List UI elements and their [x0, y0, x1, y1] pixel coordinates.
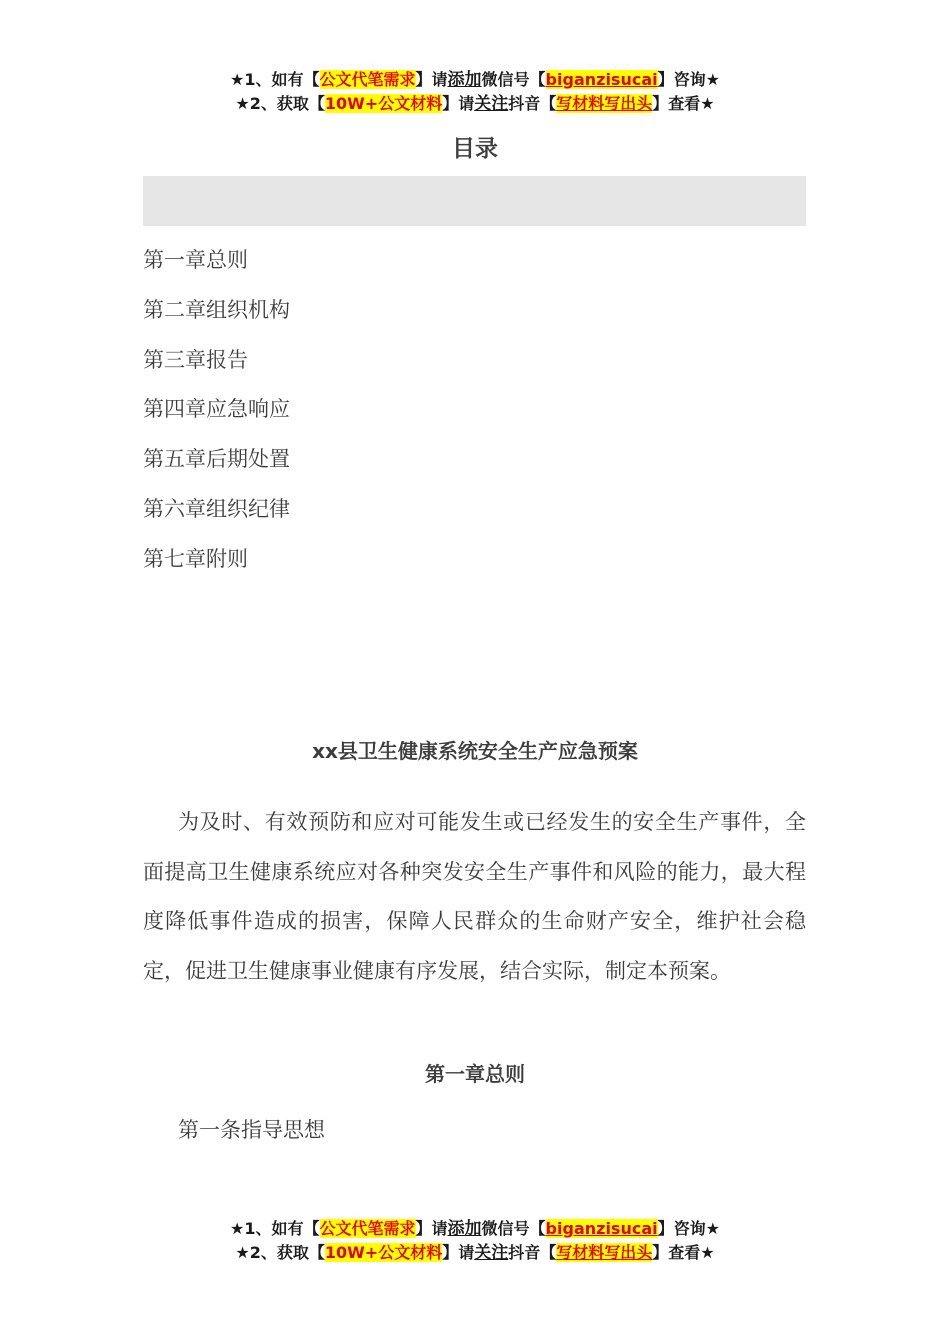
banner-text: 】请 [415, 70, 448, 89]
toc-divider-bar [143, 176, 806, 226]
header-banner [0, 68, 950, 116]
toc-item-chapter-2[interactable]: 第二章组织机构 [143, 297, 290, 322]
banner-emphasis: 添加 [447, 70, 482, 90]
wechat-id-highlight: biganzisucai [545, 1219, 658, 1238]
toc-item-chapter-4[interactable]: 第四章应急响应 [143, 397, 290, 422]
wechat-id-highlight: biganzisucai [545, 70, 658, 89]
banner-text: 】查看★ [652, 94, 715, 113]
toc-title: 目录 [452, 136, 498, 162]
banner-text: 】咨询★ [657, 1219, 720, 1238]
banner-text: ★2、获取【 [235, 1243, 325, 1262]
banner-line-1 [0, 1217, 950, 1241]
footer-banner [0, 1217, 950, 1265]
banner-highlight: 公文代笔需求 [319, 1219, 416, 1238]
banner-text: 】查看★ [652, 1243, 715, 1262]
banner-emphasis: 关注 [474, 1243, 509, 1263]
toc-item-chapter-1[interactable]: 第一章总则 [143, 248, 248, 272]
banner-emphasis: 添加 [447, 1219, 482, 1239]
banner-text: 抖音【 [508, 1243, 557, 1262]
toc-item-chapter-6[interactable]: 第六章组织纪律 [143, 496, 290, 521]
banner-line-2 [0, 1241, 950, 1265]
toc-item-chapter-5[interactable]: 第五章后期处置 [143, 447, 290, 472]
banner-highlight: 10W+公文材料 [324, 1243, 443, 1262]
toc-item-chapter-3[interactable]: 第三章报告 [143, 347, 248, 372]
banner-text: ★1、如有【 [230, 70, 320, 89]
banner-emphasis: 关注 [474, 94, 509, 114]
intro-paragraph: 为及时、有效预防和应对可能发生或已经发生的安全生产事件，全面提高卫生健康系统应对各种突发安全生产事件和风险的能力，最大程度降低事件造成的损害，保障人民群众的生命财产安全，维护社会稳定，促进卫生健康事业健康有序发展，结合实际，制定本预案。 [143, 810, 806, 984]
banner-line-2 [0, 92, 950, 116]
banner-text: 】请 [442, 1243, 475, 1262]
banner-text: 】请 [442, 94, 475, 113]
banner-text: ★2、获取【 [235, 94, 325, 113]
banner-line-1 [0, 68, 950, 92]
douyin-id-highlight: 写材料写出头 [556, 94, 653, 113]
banner-text: 微信号【 [481, 70, 546, 89]
chapter-1-heading: 第一章总则 [425, 1062, 525, 1086]
banner-text: 】请 [415, 1219, 448, 1238]
banner-text: 】咨询★ [657, 70, 720, 89]
banner-text: 微信号【 [481, 1219, 546, 1238]
toc-list [143, 243, 290, 592]
toc-item-chapter-7[interactable]: 第七章附则 [143, 546, 248, 571]
banner-text: ★1、如有【 [230, 1219, 320, 1238]
banner-text: 抖音【 [508, 94, 557, 113]
document-title: xx县卫生健康系统安全生产应急预案 [312, 739, 638, 763]
banner-highlight: 10W+公文材料 [324, 94, 443, 113]
douyin-id-highlight: 写材料写出头 [556, 1243, 653, 1262]
banner-highlight: 公文代笔需求 [319, 70, 416, 89]
article-1-heading: 第一条指导思想 [178, 1118, 325, 1142]
